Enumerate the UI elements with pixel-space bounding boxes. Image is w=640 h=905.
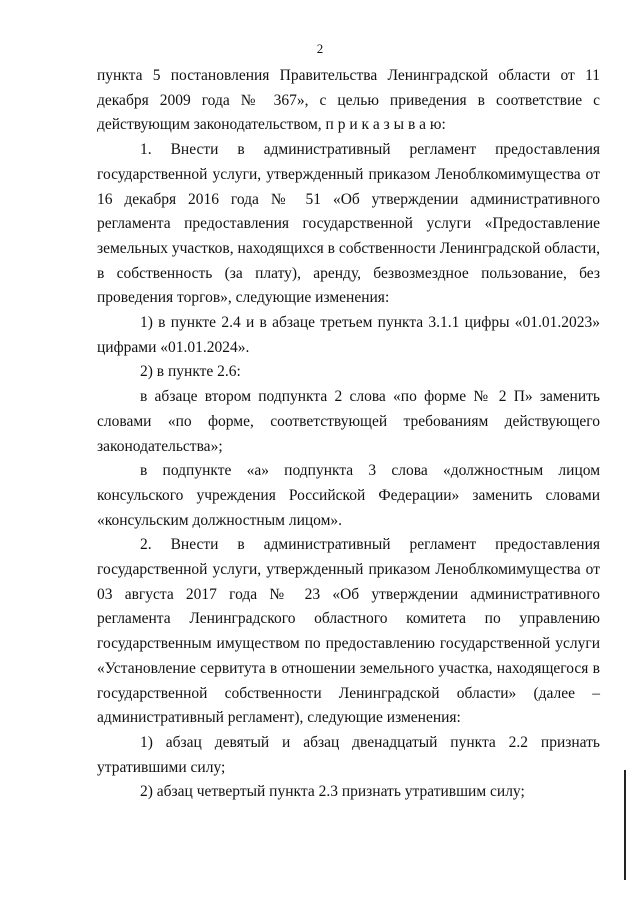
paragraph-2: 1. Внести в административный регламент предоставления государственной услуги, утвержденный приказом Леноблкомимущества от 16 декабря 2016 года № 51 «Об утверждении административного регламента предоставления государственной услуги «Предоставление земельных участков, находящихся в собственности Ленинградской области, в собственность (за плату), аренду, безвозмездное пользование, без проведения торгов», следующие изменения: [97, 141, 600, 307]
paragraph-6: в подпункте «а» подпункта 3 слова «должностным лицом консульского учреждения Российской Федерации» заменить словами «консульским должностным лицом». [97, 462, 600, 529]
paragraph-3: 1) в пункте 2.4 и в абзаце третьем пункта 3.1.1 цифры «01.01.2023» цифрами «01.01.2024». [97, 314, 600, 356]
scan-edge-mark [624, 770, 626, 880]
paragraph-9: 2) абзац четвертый пункта 2.3 признать утратившим силу; [140, 783, 525, 801]
page-number: 2 [316, 41, 324, 56]
paragraph-7: 2. Внести в административный регламент предоставления государственной услуги, утвержденный приказом Леноблкомимущества от 03 августа 2017 года № 23 «Об утверждении административного регламента Ленинградского областного комитета по управлению государственным имуществом по предоставлению государственной услуги «Установление сервитута в отношении земельного участка, находящегося в государственной собственности Ленинградской области» (далее – административный регламент), следующие изменения: [97, 536, 600, 727]
paragraph-5: в абзаце втором подпункта 2 слова «по форме № 2 П» заменить словами «по форме, соответствующей требованиям действующего законодательства»; [97, 388, 600, 455]
paragraph-1: пункта 5 постановления Правительства Ленинградской области от 11 декабря 2009 года № 367», с целью приведения в соответствие с действующим законодательством, п р и к а з ы в а ю: [97, 67, 600, 134]
paragraph-8: 1) абзац девятый и абзац двенадцатый пункта 2.2 признать утратившими силу; [97, 733, 600, 776]
paragraph-4: 2) в пункте 2.6: [140, 363, 241, 381]
document-body [97, 64, 600, 805]
